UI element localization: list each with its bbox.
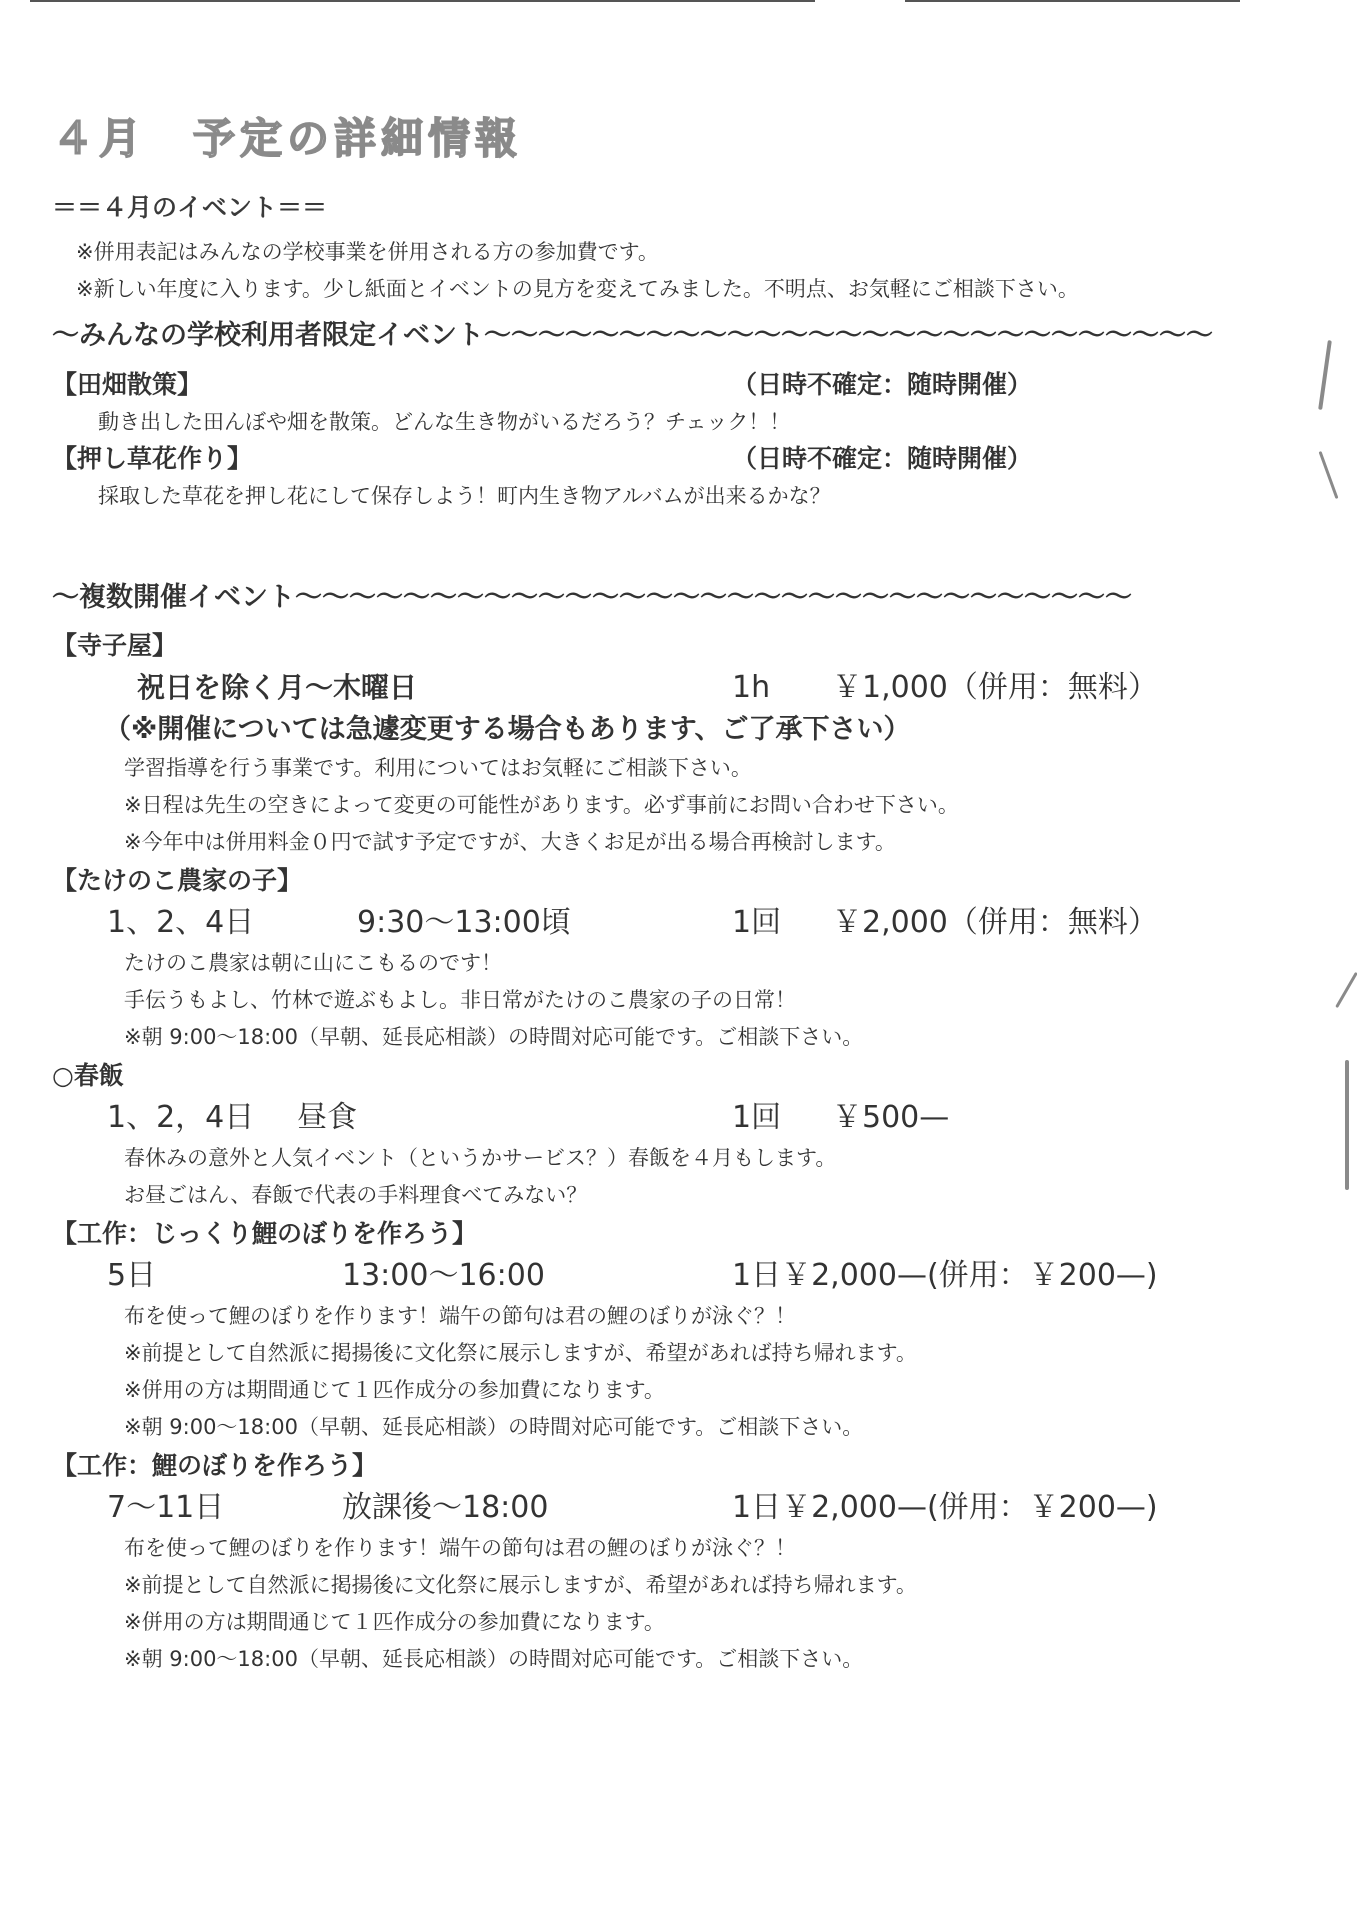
event-line: ※併用の方は期間通じて１匹作成分の参加費になります。 [124,1610,665,1634]
event-duration: 1h [732,670,771,705]
event-title: 【寺子屋】 [52,631,178,660]
event-time: 9:30～13:00頃 [357,905,571,940]
scan-top-line-right [905,0,1240,2]
event-count: 1回 [732,905,782,940]
limited-events-header: ～みんなの学校利用者限定イベント～～～～～～～～～～～～～～～～～～～～～～～～～～～ [52,320,1213,351]
limited-event-title [52,366,1302,404]
event-time: 13:00～16:00 [342,1258,545,1293]
event-price: ￥2,000（併用：無料） [832,905,1158,940]
event-line: お昼ごはん、春飯で代表の手料理食べてみない？ [124,1183,588,1207]
scan-edge-mark [1319,451,1339,499]
scan-top-line-left [30,0,815,2]
event-schedule: （日時不確定：随時開催） [732,444,1033,473]
event-line: 学習指導を行う事業です。利用についてはお気軽にご相談下さい。 [124,756,752,780]
event-schedule-row [52,901,1302,945]
event-terakoya [52,626,1302,861]
event-schedule-row [52,666,1302,710]
event-title-text: 【押し草花作り】 [52,444,253,473]
event-line: 春休みの意外と人気イベント（というかサービス？）春飯を４月もします。 [124,1146,837,1170]
event-dates: 5日 [107,1258,157,1293]
event-price: ￥500— [832,1100,950,1135]
event-title-text: 【田畑散策】 [52,370,203,399]
limited-event-title [52,440,1302,478]
note-line: ※新しい年度に入ります。少し紙面とイベントの見方を変えてみました。不明点、お気軽にご相談下さい。 [76,277,1079,301]
event-line: 布を使って鯉のぼりを作ります！端午の節句は君の鯉のぼりが泳ぐ？！ [124,1304,796,1328]
event-line: ※前提として自然派に掲揚後に文化祭に展示しますが、希望があれば持ち帰れます。 [124,1573,917,1597]
multi-events-header: ～複数開催イベント～～～～～～～～～～～～～～～～～～～～～～～～～～～～～～～ [52,582,1132,613]
event-line: ※日程は先生の空きによって変更の可能性があります。必ず事前にお問い合わせ下さい。 [124,793,959,817]
event-description: 採取した草花を押し花にして保存しよう！町内生き物アルバムが出来るかな？ [98,484,831,508]
event-title: ○春飯 [52,1061,124,1090]
event-time: 放課後～18:00 [342,1490,549,1525]
event-line: 布を使って鯉のぼりを作ります！端午の節句は君の鯉のぼりが泳ぐ？！ [124,1536,796,1560]
event-title: 【工作：じっくり鯉のぼりを作ろう】 [52,1219,478,1248]
scan-edge-mark [1345,1060,1349,1190]
scan-edge-mark [1318,340,1332,410]
event-price: 1日￥2,000—(併用：￥200—) [732,1258,1158,1293]
event-schedule: （日時不確定：随時開催） [732,370,1033,399]
event-title: 【工作：鯉のぼりを作ろう】 [52,1451,378,1480]
event-line: 手伝うもよし、竹林で遊ぶもよし。非日常がたけのこ農家の子の日常！ [124,988,796,1012]
event-days: 祝日を除く月～木曜日 [137,671,418,704]
event-dates: 7～11日 [107,1490,225,1525]
event-line: ※朝 9:00～18:00（早朝、延長応相談）の時間対応可能です。ご相談下さい。 [124,1025,864,1049]
section-title: ＝＝４月のイベント＝＝ [52,193,328,222]
event-line: ※朝 9:00～18:00（早朝、延長応相談）の時間対応可能です。ご相談下さい。 [124,1415,864,1439]
event-takenoko [52,861,1302,1056]
event-harumeshi [52,1056,1302,1214]
event-line: ※今年中は併用料金０円で試す予定ですが、大きくお足が出る場合再検討します。 [124,830,896,854]
event-line: ※併用の方は期間通じて１匹作成分の参加費になります。 [124,1378,665,1402]
scan-edge-mark [1335,972,1357,1008]
event-meal: 昼食 [297,1100,357,1135]
event-line: ※朝 9:00～18:00（早朝、延長応相談）の時間対応可能です。ご相談下さい。 [124,1647,864,1671]
event-schedule-row [52,1096,1302,1140]
event-count: 1回 [732,1100,782,1135]
event-price: ￥1,000（併用：無料） [832,670,1158,705]
event-line: たけのこ農家は朝に山にこもるのです！ [124,951,502,975]
event-line: ※前提として自然派に掲揚後に文化祭に展示しますが、希望があれば持ち帰れます。 [124,1341,917,1365]
event-price: 1日￥2,000—(併用：￥200—) [732,1490,1158,1525]
event-title: 【たけのこ農家の子】 [52,866,303,895]
page-title: ４月 予定の詳細情報 [52,114,523,163]
event-schedule-row [52,1254,1302,1298]
event-koinobori [52,1446,1302,1678]
event-description: 動き出した田んぼや畑を散策。どんな生き物がいるだろう？チェック！！ [98,410,791,434]
event-caution: （※開催については急遽変更する場合もあります、ご了承下さい） [104,714,911,745]
event-dates: 1、2，4日 [107,1100,255,1135]
event-schedule-row [52,1486,1302,1530]
note-line: ※併用表記はみんなの学校事業を併用される方の参加費です。 [76,240,659,264]
event-koinobori-crafting [52,1214,1302,1446]
event-dates: 1、2、4日 [107,905,255,940]
document-page [52,110,1302,1678]
